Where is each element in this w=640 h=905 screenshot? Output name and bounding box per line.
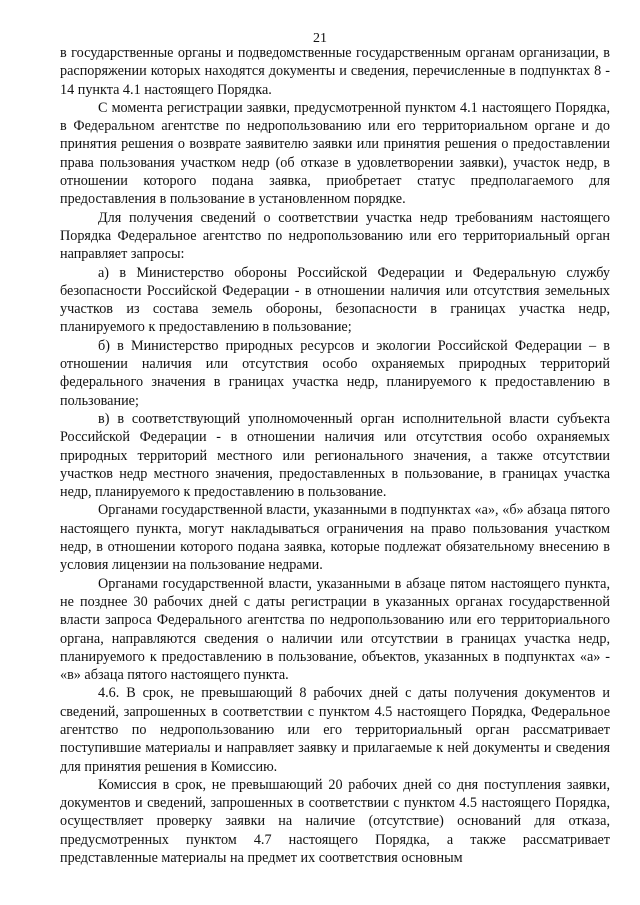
list-item-b: б) в Министерство природных ресурсов и экологии Российской Федерации – в отношении наличия или отсутствия особо охраняемых природных территорий федерального значения в границах участка недр, планируемого к предоставлению в пользование; bbox=[60, 337, 610, 409]
paragraph: Органами государственной власти, указанными в абзаце пятом настоящего пункта, не позднее 30 рабочих дней с даты регистрации в указанных органах государственной власти запроса Федерального агентства по недропользованию или его территориального органа, направляются сведения о наличии или отсутствии в границах участка недр, планируемого к предоставлению в пользование, объектов, указанных в подпунктах «а» - «в» абзаца пятого настоящего пункта. bbox=[60, 575, 610, 684]
paragraph: С момента регистрации заявки, предусмотренной пунктом 4.1 настоящего Порядка, в Федеральном агентстве по недропользованию или его территориальном органе и до принятия решения о возврате заявителю заявки или принятия решения о предоставлении права пользования участком недр (об отказе в удовлетворении заявки), участок недр, в отношении которого подана заявка, приобретает статус предполагаемого для предоставления в пользование в установленном порядке. bbox=[60, 99, 610, 208]
list-item-c: в) в соответствующий уполномоченный орган исполнительной власти субъекта Российской Федерации - в отношении наличия или отсутствия особо охраняемых природных территорий местного или регионального значения, а также отсутствии участков недр местного значения, предоставленных в пользование, в границах участка недр, планируемого к предоставлению в пользование. bbox=[60, 410, 610, 501]
list-item-a: а) в Министерство обороны Российской Федерации и Федеральную службу безопасности Российской Федерации - в отношении наличия или отсутствия земельных участков из состава земель обороны, безопасности в границах участка недр, планируемого к предоставлению в пользование; bbox=[60, 264, 610, 336]
paragraph: Для получения сведений о соответствии участка недр требованиям настоящего Порядка Федеральное агентство по недропользованию или его территориальный орган направляет запросы: bbox=[60, 209, 610, 263]
paragraph-continuation: в государственные органы и подведомственные государственным органам организации, в распоряжении которых находятся документы и сведения, перечисленные в подпунктах 8 - 14 пункта 4.1 настоящего Порядка. bbox=[60, 45, 610, 98]
paragraph: Комиссия в срок, не превышающий 20 рабочих дней со дня поступления заявки, документов и сведений, запрошенных в соответствии с пунктом 4.5 настоящего Порядка, осуществляет проверку заявки на наличие (отсутствие) оснований для отказа, предусмотренных пунктом 4.7 настоящего Порядка, а также рассматривает представленные материалы на предмет их соответствия основным bbox=[60, 776, 610, 867]
document-body bbox=[60, 44, 610, 867]
paragraph: Органами государственной власти, указанными в подпунктах «а», «б» абзаца пятого настоящего пункта, могут накладываться ограничения на право пользования участком недр, в отношении которого подана заявка, которые подлежат обязательному внесению в условия лицензии на пользование недрами. bbox=[60, 502, 610, 574]
section-4-6: 4.6. В срок, не превышающий 8 рабочих дней с даты получения документов и сведений, запрошенных в соответствии с пунктом 4.5 настоящего Порядка, Федеральное агентство по недропользованию или его территориальный орган рассматривает поступившие материалы и направляет заявку и прилагаемые к ней документы и сведения для принятия решения в Комиссию. bbox=[60, 685, 610, 775]
page-number: 21 bbox=[313, 31, 327, 46]
